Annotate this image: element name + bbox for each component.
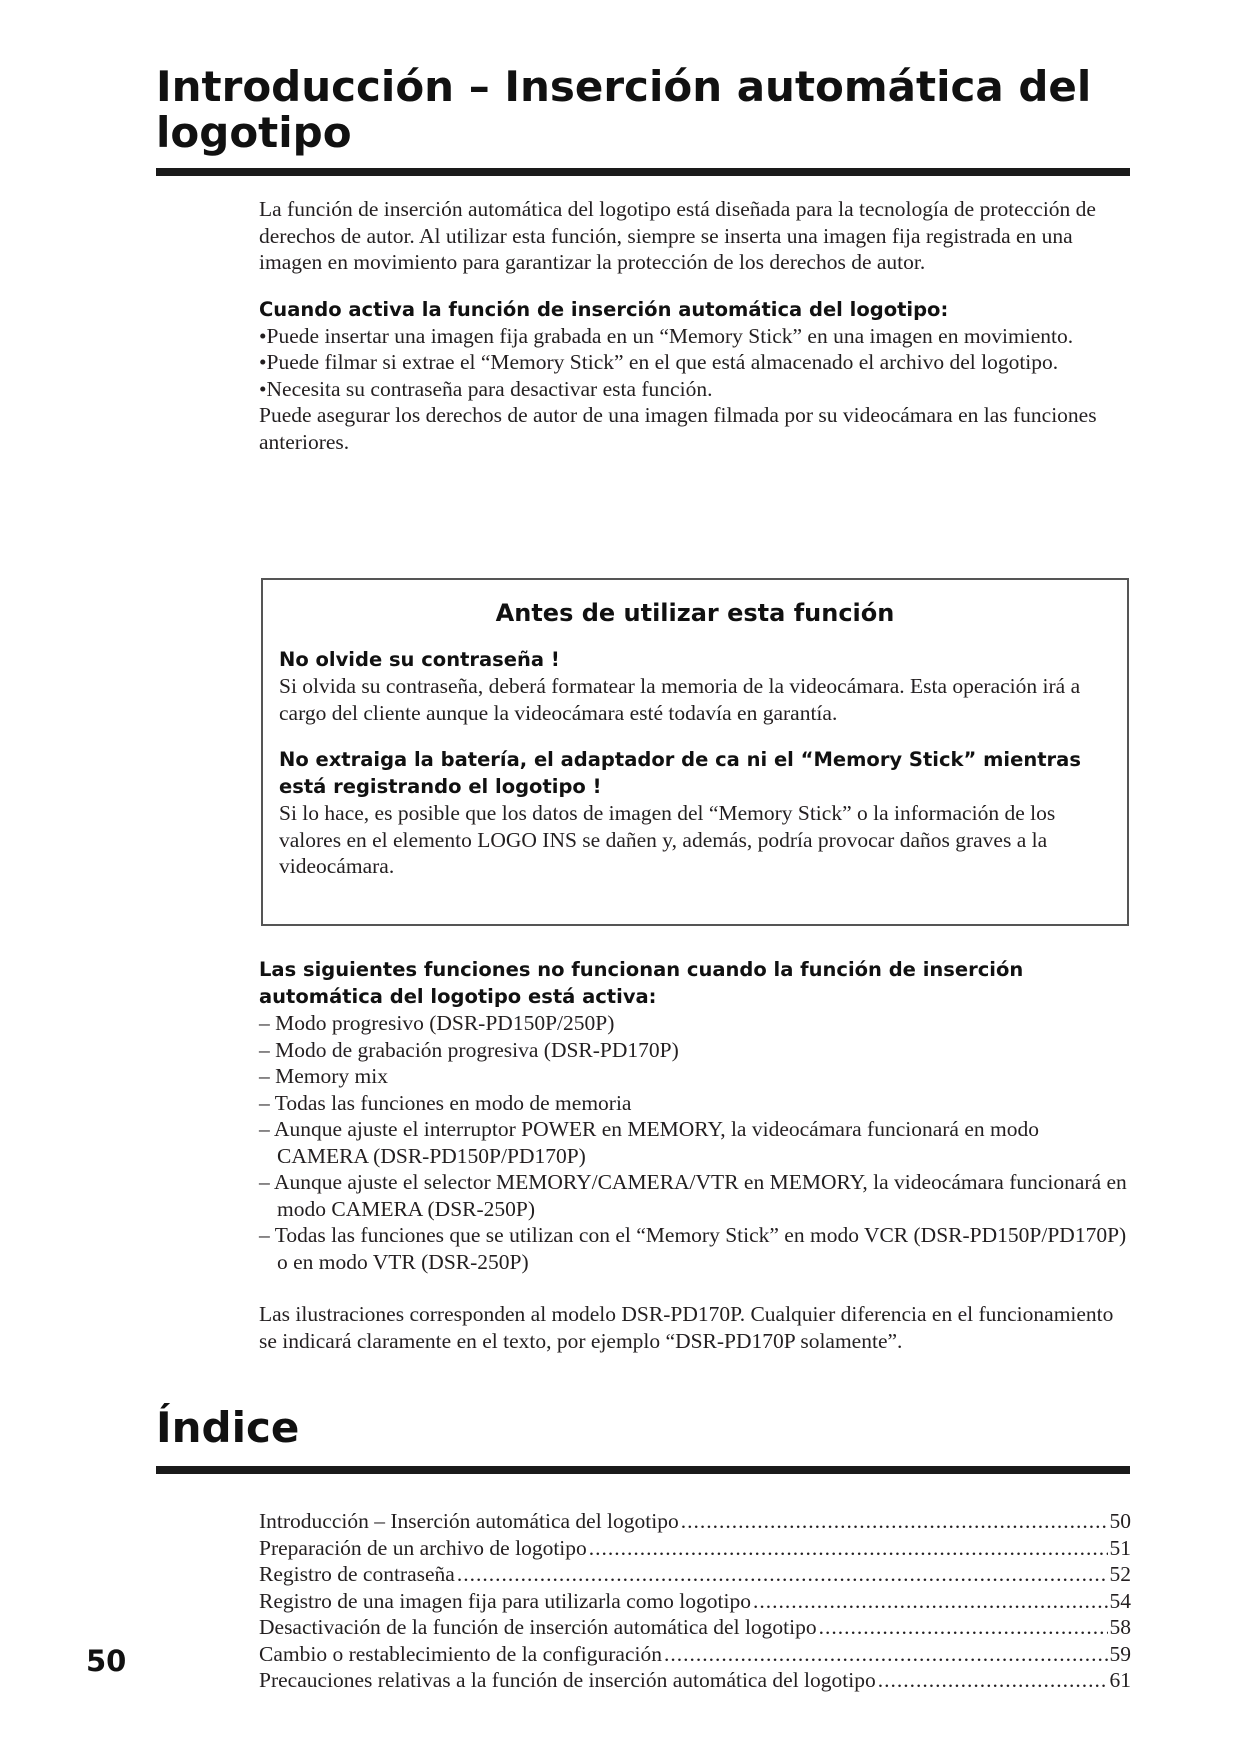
index-entry-page: 50 [1109, 1509, 1131, 1533]
when-active-heading: Cuando activa la función de inserción automática del logotipo: [259, 297, 949, 321]
dot-leader [753, 1588, 1108, 1615]
dot-leader [819, 1614, 1108, 1641]
dot-leader [681, 1508, 1108, 1535]
illustrations-note: Las ilustraciones corresponden al modelo DSR-PD170P. Cualquier diferencia en el funcionamiento se indicará claramente en el texto, por ejemplo “DSR-PD170P solamente”. [259, 1302, 1114, 1353]
page-title [156, 64, 1091, 156]
index-entry[interactable] [259, 1588, 1131, 1615]
index-rule [156, 1466, 1130, 1474]
index-entry[interactable] [259, 1667, 1131, 1694]
index-entry[interactable] [259, 1535, 1131, 1562]
page-title-line1: Introducción – Inserción automática del [156, 62, 1092, 111]
list-item: •Puede filmar si extrae el “Memory Stick” en el que está almacenado el archivo del logotipo. [259, 350, 1059, 374]
index-entry-label: Introducción – Inserción automática del logotipo [259, 1509, 679, 1533]
notice-box [261, 578, 1129, 926]
list-item: – Todas las funciones que se utilizan con el “Memory Stick” en modo VCR (DSR-PD150P/PD170P) o en modo VTR (DSR-250P) [259, 1223, 1127, 1274]
page-number: 50 [86, 1644, 127, 1678]
index-entry-label: Registro de una imagen fija para utilizarla como logotipo [259, 1588, 751, 1613]
notice-text-password: Si olvida su contraseña, deberá formatear la memoria de la videocámara. Esta operación irá a cargo del cliente aunque la videocámara esté todavía en garantía. [279, 674, 1081, 725]
index-entry-label: Precauciones relativas a la función de inserción automática del logotipo [259, 1668, 876, 1692]
index-entry-label: Cambio o restablecimiento de la configuración [259, 1641, 662, 1666]
index-entry[interactable] [259, 1641, 1131, 1668]
index-list [259, 1508, 1131, 1694]
intro-paragraph: La función de inserción automática del logotipo está diseñada para la tecnología de protección de derechos de autor. Al utilizar esta función, siempre se inserta una imagen fija registrada en una imagen en movimiento para garantizar la protección de los derechos de autor. [259, 197, 1096, 274]
dot-leader [878, 1667, 1108, 1694]
list-item: – Modo de grabación progresiva (DSR-PD170P) [259, 1037, 679, 1062]
index-entry[interactable] [259, 1561, 1131, 1588]
page-title-line2: logotipo [156, 108, 352, 157]
index-entry-page: 54 [1109, 1588, 1131, 1613]
index-entry[interactable] [259, 1508, 1131, 1535]
notice-text-battery: Si lo hace, es posible que los datos de imagen del “Memory Stick” o la información de los valores en el elemento LOGO INS se dañen y, además, podría provocar daños graves a la videocámara. [279, 801, 1056, 878]
list-item: – Aunque ajuste el interruptor POWER en MEMORY, la videocámara funcionará en modo CAMERA (DSR-PD150P/PD170P) [259, 1117, 1039, 1168]
dot-leader [457, 1561, 1108, 1588]
index-entry-label: Desactivación de la función de inserción automática del logotipo [259, 1615, 817, 1639]
index-entry-page: 51 [1109, 1535, 1131, 1560]
index-entry-page: 52 [1109, 1562, 1131, 1586]
when-active-closing: Puede asegurar los derechos de autor de una imagen filmada por su videocámara en las funciones anteriores. [259, 403, 1097, 454]
index-entry-label: Preparación de un archivo de logotipo [259, 1535, 587, 1560]
index-entry-page: 61 [1109, 1668, 1131, 1692]
intro-section [259, 196, 1134, 455]
notice-heading-battery: No extraiga la batería, el adaptador de ca ni el “Memory Stick” mientras está registrando el logotipo ! [279, 748, 1081, 798]
list-item: – Modo progresivo (DSR-PD150P/250P) [259, 1011, 615, 1035]
index-entry-label: Registro de contraseña [259, 1562, 455, 1586]
list-item: – Aunque ajuste el selector MEMORY/CAMERA/VTR en MEMORY, la videocámara funcionará en modo CAMERA (DSR-250P) [259, 1170, 1127, 1221]
index-entry[interactable] [259, 1614, 1131, 1641]
list-item: – Todas las funciones en modo de memoria [259, 1090, 632, 1115]
list-item: – Memory mix [259, 1064, 388, 1088]
title-rule [156, 168, 1130, 176]
notice-box-title: Antes de utilizar esta función [495, 599, 895, 627]
not-working-heading: Las siguientes funciones no funcionan cuando la función de inserción automática del logotipo está activa: [259, 958, 1024, 1008]
index-title: Índice [156, 1403, 300, 1452]
notice-heading-password: No olvide su contraseña ! [279, 648, 560, 671]
list-item: •Necesita su contraseña para desactivar esta función. [259, 376, 713, 401]
index-entry-page: 59 [1109, 1641, 1131, 1666]
dot-leader [664, 1641, 1108, 1668]
list-item: •Puede insertar una imagen fija grabada en un “Memory Stick” en una imagen en movimiento. [259, 323, 1074, 348]
dot-leader [589, 1535, 1108, 1562]
index-entry-page: 58 [1109, 1615, 1131, 1639]
not-working-section [259, 956, 1134, 1354]
